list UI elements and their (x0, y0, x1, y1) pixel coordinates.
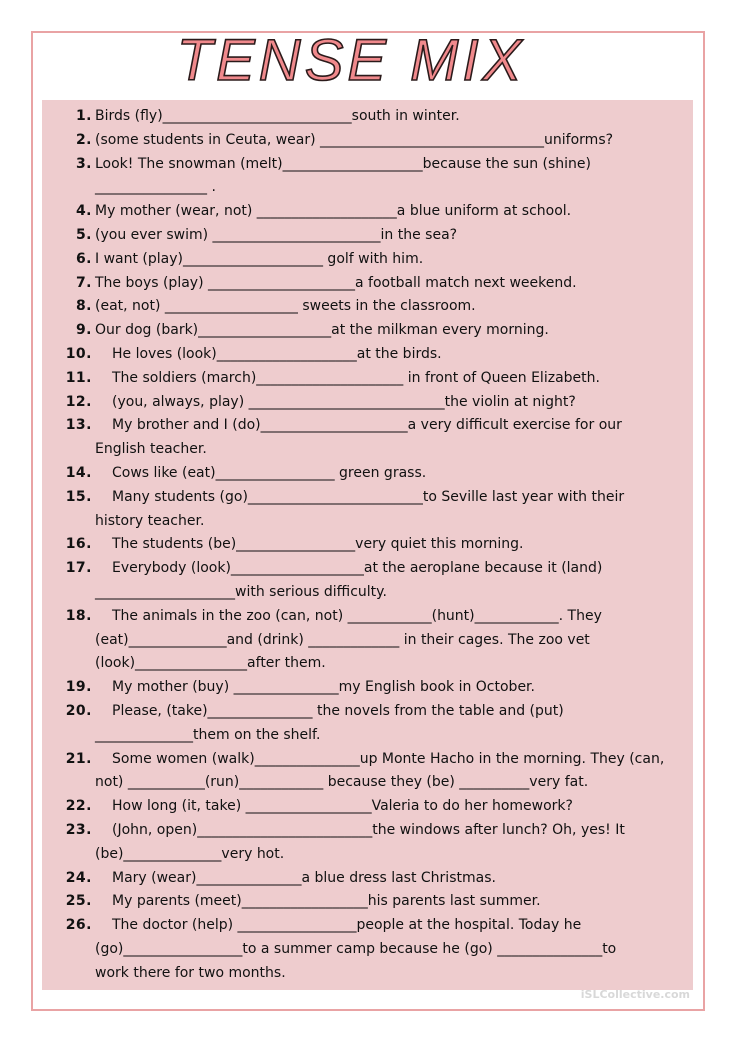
item-text: My parents (meet)__________________his parents last summer. (112, 893, 541, 910)
exercise-item (42, 248, 693, 272)
item-text: My brother and I (do)_____________________a very difficult exercise for our (112, 417, 622, 434)
exercise-item (42, 391, 693, 415)
exercise-item (42, 319, 693, 343)
item-number: 7. (75, 274, 92, 291)
item-text: The boys (play) _____________________a football match next weekend. (95, 274, 577, 291)
exercise-item-continuation (42, 581, 693, 605)
watermark: iSLCollective.com (580, 988, 690, 1001)
item-text: (eat, not) ___________________ sweets in the classroom. (95, 298, 476, 315)
exercise-item (42, 914, 693, 938)
exercise-item (42, 153, 693, 177)
item-number: 23. (65, 821, 92, 838)
item-text: English teacher. (95, 441, 207, 458)
item-number: 5. (75, 226, 92, 243)
item-text: My mother (wear, not) ____________________a blue uniform at school. (95, 203, 572, 220)
item-number: 1. (75, 108, 92, 124)
exercise-panel (42, 100, 693, 990)
item-number: 12. (65, 393, 92, 410)
item-text: ____________________with serious difficulty. (95, 583, 387, 600)
item-text: ______________them on the shelf. (95, 726, 321, 743)
item-text: He loves (look)____________________at the birds. (112, 345, 442, 362)
item-number: 20. (65, 702, 92, 719)
exercise-item-continuation (42, 438, 693, 462)
exercise-item (42, 795, 693, 819)
exercise-item-continuation (42, 510, 693, 534)
item-text: (you, always, play) ____________________________the violin at night? (112, 393, 576, 410)
exercise-item-continuation (42, 629, 693, 653)
item-text: Cows like (eat)_________________ green grass. (112, 464, 427, 481)
item-text: The doctor (help) _________________people at the hospital. Today he (112, 917, 582, 934)
exercise-item (42, 414, 693, 438)
item-number: 15. (65, 488, 92, 505)
item-text: (some students in Ceuta, wear) ________________________________uniforms? (95, 131, 614, 148)
exercise-item-continuation (42, 724, 693, 748)
exercise-item (42, 700, 693, 724)
item-text: not) ___________(run)____________ because they (be) __________very fat. (95, 774, 589, 791)
item-number: 26. (65, 917, 92, 934)
item-text: The students (be)_________________very quiet this morning. (112, 536, 524, 553)
item-text: The animals in the zoo (can, not) ____________(hunt)____________. They (112, 607, 602, 624)
item-number: 10. (65, 345, 92, 362)
exercise-item (42, 129, 693, 153)
exercise-item (42, 200, 693, 224)
item-text: (you ever swim) ________________________in the sea? (95, 226, 458, 243)
exercise-item (42, 105, 693, 129)
exercise-item (42, 295, 693, 319)
title-graphic (136, 26, 566, 94)
exercise-item (42, 367, 693, 391)
exercise-item-continuation (42, 843, 693, 867)
item-text: The soldiers (march)_____________________ in front of Queen Elizabeth. (112, 369, 600, 386)
item-number: 13. (65, 417, 92, 434)
exercise-item (42, 272, 693, 296)
item-number: 25. (65, 893, 92, 910)
item-number: 17. (65, 560, 92, 577)
item-text: Please, (take)_______________ the novels from the table and (put) (112, 702, 564, 719)
item-number: 6. (75, 250, 92, 267)
exercise-item (42, 533, 693, 557)
item-text: Everybody (look)___________________at the aeroplane because it (land) (112, 560, 603, 577)
item-number: 19. (65, 679, 92, 696)
item-number: 3. (75, 155, 92, 172)
item-text: Birds (fly)___________________________south in winter. (95, 108, 460, 124)
exercise-item (42, 819, 693, 843)
item-text: Mary (wear)_______________a blue dress last Christmas. (112, 869, 496, 886)
item-number: 16. (65, 536, 92, 553)
exercise-item (42, 343, 693, 367)
item-text: Our dog (bark)___________________at the milkman every morning. (95, 322, 549, 339)
item-number: 8. (75, 298, 92, 315)
exercise-item-continuation (42, 962, 693, 986)
exercise-item (42, 748, 693, 772)
item-text: work there for two months. (95, 964, 286, 981)
item-text: ________________ . (95, 179, 216, 196)
exercise-item-continuation (42, 176, 693, 200)
exercise-item-continuation (42, 771, 693, 795)
page-title (136, 26, 566, 94)
item-text: My mother (buy) _______________my English book in October. (112, 679, 535, 696)
item-number: 9. (75, 322, 92, 339)
item-text: Many students (go)_________________________to Seville last year with their (112, 488, 625, 505)
item-text: How long (it, take) __________________Valeria to do her homework? (112, 798, 573, 815)
exercise-item (42, 676, 693, 700)
title-text: TENSE MIX (176, 28, 526, 93)
exercise-item (42, 462, 693, 486)
exercise-item (42, 486, 693, 510)
item-number: 21. (65, 750, 92, 767)
item-text: Some women (walk)_______________up Monte Hacho in the morning. They (can, (112, 750, 665, 767)
exercise-item (42, 867, 693, 891)
item-number: 2. (75, 131, 92, 148)
item-text: (eat)______________and (drink) _____________ in their cages. The zoo vet (95, 631, 590, 648)
item-number: 18. (65, 607, 92, 624)
item-number: 14. (65, 464, 92, 481)
item-text: (be)______________very hot. (95, 845, 285, 862)
exercise-item (42, 557, 693, 581)
item-text: (look)________________after them. (95, 655, 326, 672)
exercise-item (42, 890, 693, 914)
item-text: (John, open)_________________________the windows after lunch? Oh, yes! It (112, 821, 625, 838)
exercise-item-continuation (42, 652, 693, 676)
item-number: 24. (65, 869, 92, 886)
item-text: history teacher. (95, 512, 205, 529)
exercise-item (42, 224, 693, 248)
item-number: 4. (75, 203, 92, 220)
item-number: 11. (65, 369, 92, 386)
exercise-item (42, 605, 693, 629)
item-text: (go)_________________to a summer camp because he (go) _______________to (95, 940, 617, 957)
item-text: Look! The snowman (melt)____________________because the sun (shine) (95, 155, 592, 172)
exercise-item-continuation (42, 938, 693, 962)
item-text: I want (play)____________________ golf with him. (95, 250, 424, 267)
item-number: 22. (65, 798, 92, 815)
